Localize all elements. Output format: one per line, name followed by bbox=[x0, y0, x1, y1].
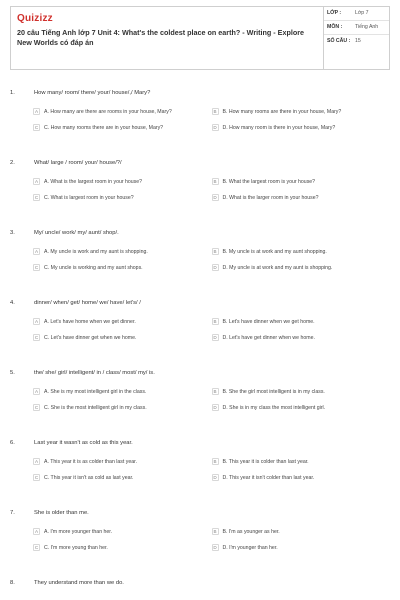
answer-option[interactable] bbox=[33, 334, 212, 341]
question-item bbox=[10, 580, 390, 600]
meta-class bbox=[324, 7, 389, 21]
options-row bbox=[10, 474, 390, 481]
option-text: D. How many room is there in your house, Mary? bbox=[222, 124, 336, 131]
options-row bbox=[10, 178, 390, 185]
answer-option[interactable] bbox=[212, 318, 391, 325]
option-text: B. What the largest room is your house? bbox=[222, 178, 316, 185]
option-letter-box[interactable]: C bbox=[34, 265, 39, 270]
header-meta bbox=[323, 7, 389, 69]
option-text: C. How many rooms there are in your house, Mary? bbox=[44, 124, 164, 131]
option-letter-box[interactable]: A bbox=[34, 109, 39, 114]
option-letter-box[interactable]: B bbox=[213, 529, 217, 534]
option-letter-box[interactable]: C bbox=[34, 545, 39, 550]
option-text: C. She is the most intelligent girl in my class. bbox=[44, 404, 147, 411]
option-letter-box[interactable]: C bbox=[34, 475, 39, 480]
option-letter-box[interactable]: C bbox=[34, 195, 39, 200]
option-text: A. Let's have home when we get dinner. bbox=[44, 318, 136, 325]
question-number: 4. bbox=[10, 300, 15, 306]
question-list bbox=[10, 90, 390, 600]
option-letter-box[interactable]: D bbox=[213, 475, 217, 480]
question-text bbox=[10, 90, 390, 96]
option-text: D. What is the larger room in your house? bbox=[222, 194, 319, 201]
options-row bbox=[10, 458, 390, 465]
question-item bbox=[10, 300, 390, 370]
answer-option[interactable] bbox=[33, 108, 212, 115]
option-letter-box[interactable]: A bbox=[34, 319, 39, 324]
answer-option[interactable] bbox=[212, 108, 391, 115]
option-text: C. My uncle is working and my aunt shops. bbox=[44, 264, 143, 271]
answer-option[interactable] bbox=[33, 404, 212, 411]
option-letter-box[interactable]: D bbox=[213, 405, 217, 410]
answer-option[interactable] bbox=[212, 194, 391, 201]
question-number: 1. bbox=[10, 90, 15, 96]
answer-option[interactable] bbox=[212, 248, 391, 255]
answer-option[interactable] bbox=[33, 248, 212, 255]
question-text bbox=[10, 510, 390, 516]
answer-option[interactable] bbox=[212, 544, 391, 551]
question-text bbox=[10, 300, 390, 306]
meta-label: LỚP : bbox=[327, 10, 342, 16]
option-letter-box[interactable]: D bbox=[213, 265, 217, 270]
answer-option[interactable] bbox=[33, 178, 212, 185]
options-row bbox=[10, 404, 390, 411]
answer-option[interactable] bbox=[33, 318, 212, 325]
meta-subject bbox=[324, 21, 389, 35]
question-item bbox=[10, 230, 390, 300]
answer-option[interactable] bbox=[33, 544, 212, 551]
quizizz-logo[interactable]: Quizizz bbox=[17, 13, 53, 24]
meta-label: SỐ CÂU : bbox=[327, 38, 351, 44]
answer-option[interactable] bbox=[33, 264, 212, 271]
question-prompt: Last year it wasn't as cold as this year. bbox=[34, 440, 133, 446]
option-text: C. I'm more young than her. bbox=[44, 544, 108, 551]
option-text: B. My uncle is at work and my aunt shopping. bbox=[222, 248, 327, 255]
option-letter-box[interactable]: C bbox=[34, 125, 39, 130]
option-letter-box[interactable]: C bbox=[34, 405, 39, 410]
answer-option[interactable] bbox=[33, 388, 212, 395]
option-letter-box[interactable]: A bbox=[34, 389, 39, 394]
question-number: 8. bbox=[10, 580, 15, 586]
question-text bbox=[10, 440, 390, 446]
option-letter-box[interactable]: B bbox=[213, 109, 217, 114]
question-number: 7. bbox=[10, 510, 15, 516]
question-prompt: dinner/ when/ get/ home/ we/ have/ let's/ / bbox=[34, 300, 141, 306]
answer-option[interactable] bbox=[212, 388, 391, 395]
options-row bbox=[10, 388, 390, 395]
option-letter-box[interactable]: A bbox=[34, 249, 39, 254]
question-item bbox=[10, 370, 390, 440]
answer-option[interactable] bbox=[33, 528, 212, 535]
option-text: A. This year it is as colder than last year. bbox=[44, 458, 138, 465]
options-row bbox=[10, 318, 390, 325]
option-letter-box[interactable]: C bbox=[34, 335, 39, 340]
option-letter-box[interactable]: D bbox=[213, 335, 217, 340]
question-item bbox=[10, 510, 390, 580]
question-number: 6. bbox=[10, 440, 15, 446]
meta-label: MÔN : bbox=[327, 24, 343, 30]
option-letter-box[interactable]: A bbox=[34, 179, 39, 184]
meta-value: 15 bbox=[355, 38, 361, 44]
answer-option[interactable] bbox=[33, 474, 212, 481]
option-text: B. She the girl most intelligent is in my class. bbox=[222, 388, 325, 395]
answer-option[interactable] bbox=[212, 458, 391, 465]
option-text: B. Let's have dinner when we get home. bbox=[222, 318, 315, 325]
option-text: C. Let's have dinner get when we home. bbox=[44, 334, 137, 341]
options-row bbox=[10, 544, 390, 551]
meta-value: Lớp 7 bbox=[355, 10, 369, 16]
option-letter-box[interactable]: A bbox=[34, 529, 39, 534]
answer-option[interactable] bbox=[33, 194, 212, 201]
question-prompt: They understand more than we do. bbox=[34, 580, 124, 586]
option-letter-box[interactable]: B bbox=[213, 319, 217, 324]
answer-option[interactable] bbox=[212, 124, 391, 131]
question-prompt: What/ large / room/ your/ house/?/ bbox=[34, 160, 122, 166]
option-text: A. My uncle is work and my aunt is shopping. bbox=[44, 248, 148, 255]
option-text: C. What is largest room in your house? bbox=[44, 194, 134, 201]
option-text: B. This year it is colder than last year. bbox=[222, 458, 309, 465]
option-letter-box[interactable]: D bbox=[213, 545, 217, 550]
question-prompt: the/ she/ girl/ intelligent/ in / class/ most/ my/ is. bbox=[34, 370, 155, 376]
question-prompt: My/ uncle/ work/ my/ aunt/ shop/. bbox=[34, 230, 119, 236]
answer-option[interactable] bbox=[212, 178, 391, 185]
option-text: C. This year it isn't as cold as last year. bbox=[44, 474, 134, 481]
answer-option[interactable] bbox=[33, 124, 212, 131]
question-text bbox=[10, 370, 390, 376]
question-text bbox=[10, 160, 390, 166]
option-letter-box[interactable]: D bbox=[213, 125, 217, 130]
options-row bbox=[10, 248, 390, 255]
worksheet-header bbox=[10, 6, 390, 70]
options-row bbox=[10, 194, 390, 201]
option-letter-box[interactable]: D bbox=[213, 195, 217, 200]
answer-option[interactable] bbox=[212, 334, 391, 341]
meta-value: Tiếng Anh bbox=[355, 24, 379, 30]
options-row bbox=[10, 108, 390, 115]
option-text: D. I'm younger than her. bbox=[222, 544, 278, 551]
answer-option[interactable] bbox=[33, 458, 212, 465]
question-number: 2. bbox=[10, 160, 15, 166]
question-prompt: How many/ room/ there/ your/ house/,/ Mary? bbox=[34, 90, 151, 96]
meta-count bbox=[324, 35, 389, 48]
option-text: B. I'm as younger as her. bbox=[222, 528, 280, 535]
option-text: D. My uncle is at work and my aunt is shopping. bbox=[222, 264, 333, 271]
question-number: 3. bbox=[10, 230, 15, 236]
header-left bbox=[11, 7, 323, 69]
question-number: 5. bbox=[10, 370, 15, 376]
options-row bbox=[10, 334, 390, 341]
options-row bbox=[10, 528, 390, 535]
option-text: A. What is the largest room in your house? bbox=[44, 178, 143, 185]
question-text bbox=[10, 580, 390, 586]
option-letter-box[interactable]: B bbox=[213, 249, 217, 254]
answer-option[interactable] bbox=[212, 474, 391, 481]
options-row bbox=[10, 264, 390, 271]
options-row bbox=[10, 124, 390, 131]
answer-option[interactable] bbox=[212, 404, 391, 411]
option-letter-box[interactable]: B bbox=[213, 459, 217, 464]
question-text bbox=[10, 230, 390, 236]
question-prompt: She is older than me. bbox=[34, 510, 89, 516]
option-letter-box[interactable]: B bbox=[213, 389, 217, 394]
option-text: D. This year it isn't colder than last year. bbox=[222, 474, 315, 481]
question-item bbox=[10, 90, 390, 160]
answer-option[interactable] bbox=[212, 528, 391, 535]
option-letter-box[interactable]: B bbox=[213, 179, 217, 184]
option-letter-box[interactable]: A bbox=[34, 459, 39, 464]
option-text: D. She is in my class the most intelligent girl. bbox=[222, 404, 326, 411]
option-text: B. How many rooms are there in your house, Mary? bbox=[222, 108, 342, 115]
page-title: 20 câu Tiếng Anh lớp 7 Unit 4: What's the coldest place on earth? - Writing - Explore New Worlds có đáp án bbox=[17, 28, 305, 47]
option-text: A. How many are there are rooms in your house, Mary? bbox=[44, 108, 172, 115]
answer-option[interactable] bbox=[212, 264, 391, 271]
option-text: A. I'm more younger than her. bbox=[44, 528, 113, 535]
option-text: D. Let's have get dinner when we home. bbox=[222, 334, 315, 341]
question-item bbox=[10, 440, 390, 510]
option-text: A. She is my most intelligent girl in the class. bbox=[44, 388, 147, 395]
question-item bbox=[10, 160, 390, 230]
